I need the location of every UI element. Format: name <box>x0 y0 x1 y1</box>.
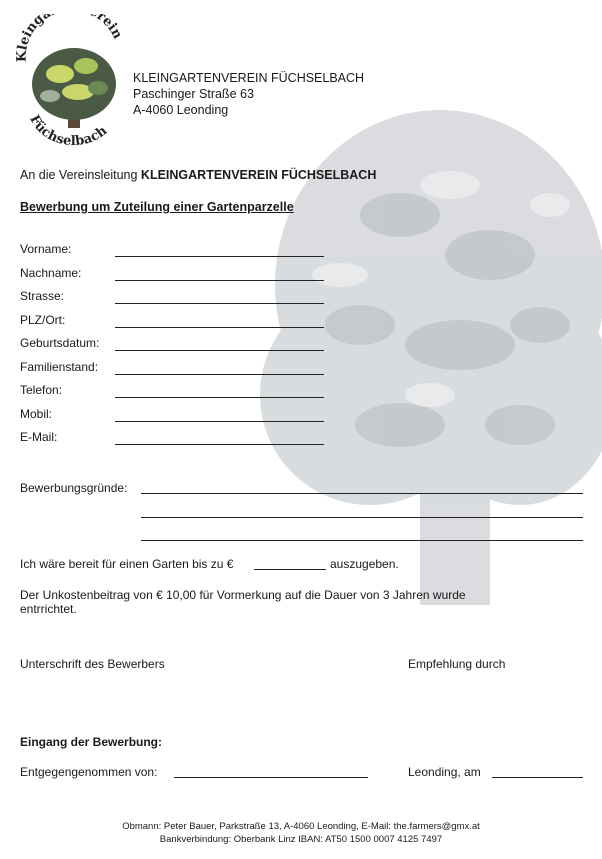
signature-label: Unterschrift des Bewerbers <box>20 657 165 671</box>
field-label: Geburtsdatum: <box>20 336 100 350</box>
header-city: A-4060 Leonding <box>133 103 229 117</box>
date-field[interactable] <box>492 777 583 778</box>
field-input-line[interactable] <box>115 374 324 375</box>
header-street: Paschinger Straße 63 <box>133 87 254 101</box>
logo-text-top: Kleinga rein <box>16 14 125 63</box>
subject: Bewerbung um Zuteilung einer Gartenparzelle <box>20 200 294 214</box>
received-by-field[interactable] <box>174 777 368 778</box>
recommendation-label: Empfehlung durch <box>408 657 506 671</box>
field-input-line[interactable] <box>115 280 324 281</box>
field-input-line[interactable] <box>115 350 324 351</box>
field-input-line[interactable] <box>115 327 324 328</box>
field-label: Vorname: <box>20 242 72 256</box>
field-input-line[interactable] <box>115 444 324 445</box>
place-date-label: Leonding, am <box>408 765 481 779</box>
reasons-label: Bewerbungsgründe: <box>20 481 128 495</box>
footer-contact: Obmann: Peter Bauer, Parkstraße 13, A-4060 Leonding, E-Mail: the.farmers@gmx.at <box>122 821 480 832</box>
addressee <box>20 168 376 182</box>
reasons-line-1[interactable] <box>141 493 583 494</box>
received-by-label: Entgegengenommen von: <box>20 765 158 779</box>
field-label: Telefon: <box>20 383 63 397</box>
field-label: PLZ/Ort: <box>20 313 66 327</box>
tree-logo-icon <box>16 14 126 146</box>
budget-prefix: Ich wäre bereit für einen Garten bis zu € <box>20 557 234 571</box>
field-input-line[interactable] <box>115 421 324 422</box>
field-input-line[interactable] <box>115 397 324 398</box>
reasons-line-3[interactable] <box>141 540 583 541</box>
header-org: KLEINGARTENVEREIN FÜCHSELBACH <box>133 71 365 85</box>
field-label: Nachname: <box>20 266 82 280</box>
club-logo <box>16 14 126 146</box>
receipt-heading: Eingang der Bewerbung: <box>20 735 163 749</box>
field-input-line[interactable] <box>115 303 324 304</box>
budget-amount-field[interactable] <box>254 569 326 570</box>
fee-text: Der Unkostenbeitrag von € 10,00 für Vormerkung auf die Dauer von 3 Jahren wurde entrrichtet. <box>20 588 466 616</box>
footer-bank: Bankverbindung: Oberbank Linz IBAN: AT50 1500 0007 4125 7497 <box>159 834 443 845</box>
logo-text-bottom: Füchselbach <box>26 112 111 146</box>
field-label: E-Mail: <box>20 430 58 444</box>
budget-suffix: auszugeben. <box>330 557 399 571</box>
field-label: Mobil: <box>20 407 53 421</box>
field-input-line[interactable] <box>115 256 324 257</box>
addressee-org: KLEINGARTENVEREIN FÜCHSELBACH <box>140 168 377 182</box>
addressee-prefix: An die Vereinsleitung <box>20 168 141 182</box>
field-label: Familienstand: <box>20 360 99 374</box>
field-label: Strasse: <box>20 289 65 303</box>
reasons-line-2[interactable] <box>141 517 583 518</box>
